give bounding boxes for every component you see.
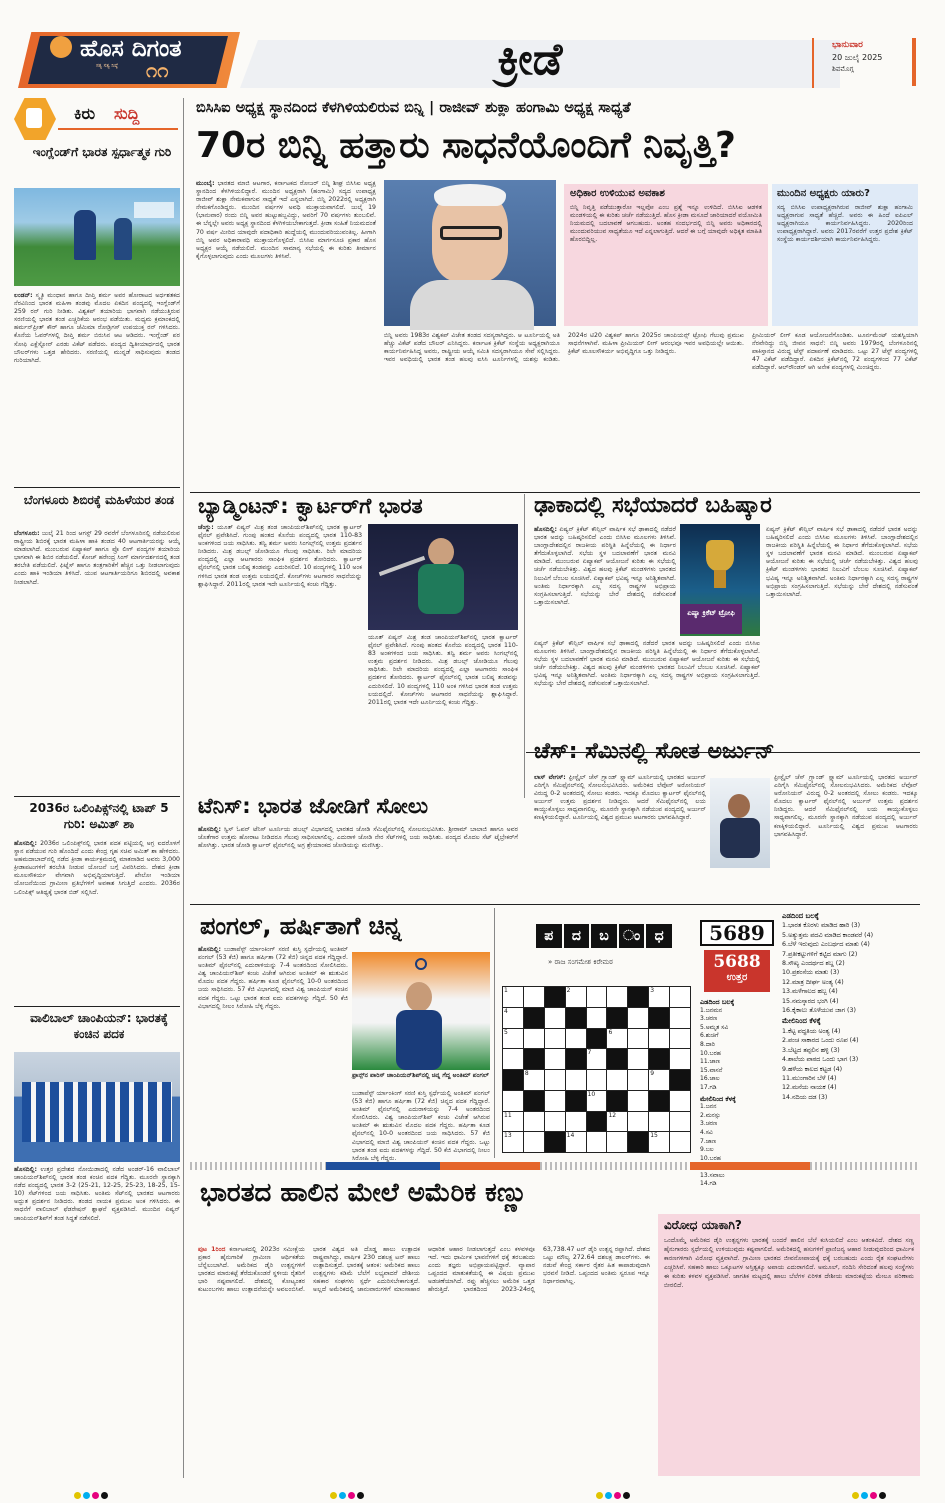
answer-item: 1.ಜನಮನ: [700, 1006, 723, 1014]
page-number: ೧೧: [146, 58, 169, 82]
answer-item: 9.ಬಲ: [700, 1146, 714, 1154]
lead-kicker: ಬಿಸಿಸಿಐ ಅಧ್ಯಕ್ಷ ಸ್ಥಾನದಿಂದ ಕೆಳಗಿಳಿಯಲಿರುವ ಬಿನ್ನಿ | ರಾಜೀವ್ ಶುಕ್ಲಾ ಹಂಗಾಮಿ ಅಧ್ಯಕ್ಷ ಸಾಧ್ಯತೆ: [196, 100, 631, 116]
puzzle-author: » ರಾಜ ಸಂಗಮೇಶ ಕಿರೇಮಠ: [548, 958, 613, 966]
crossword-block: [627, 1131, 649, 1153]
section-title: ಕ್ರೀಡೆ: [497, 34, 563, 85]
crossword-cell[interactable]: [502, 1090, 524, 1112]
column-rule: [524, 494, 525, 798]
crossword-cell[interactable]: [606, 1131, 628, 1153]
clue-item: 4.ಶಾಲೆಯ ಪಾಠದ ಒಂದು ಭಾಗ (3): [782, 1056, 859, 1064]
crossword-block: [669, 1069, 691, 1091]
crossword-block: [606, 1048, 628, 1070]
crossword-cell[interactable]: [648, 1028, 670, 1050]
story4-headline: ವಾಲಿಬಾಲ್ ಚಾಂಪಿಯನ್: ಭಾರತಕ್ಕೆ ಕಂಚಿನ ಪದಕ: [30, 1011, 168, 1041]
crossword-block: [586, 1028, 608, 1050]
crossword-cell[interactable]: [627, 1090, 649, 1112]
crossword-cell[interactable]: 10: [586, 1090, 608, 1112]
clue-item: 10.ಪ್ರಶಂಸೆಯ ಮಾತು (3): [782, 969, 840, 977]
clue-item: 15.ನಮಸ್ಕಾರದ ಭಂಗಿ (4): [782, 997, 839, 1005]
puzzle-letter: ಂ: [619, 924, 645, 948]
story2-body: ಬೆಂಗಳೂರು: ಜುಲೈ 21 ರಿಂದ ಆಗಸ್ಟ್ 29 ರವರೆಗೆ ಬೆಂಗಳೂರಿನಲ್ಲಿ ನಡೆಯಲಿರುವ ರಾಷ್ಟ್ರೀಯ ಶಿಬಿರಕ್ಕೆ ಭಾರತ ಮಹಿಳಾ ಹಾಕಿ ತಂಡದ 40 ಆಟಗಾರ್ತಿಯರನ್ನು ಆಯ್ಕೆ ಮಾಡಲಾಗಿದೆ. ಮುಂಬರುವ ಏಷ್ಯಾಕಪ್ ಹಾಗೂ ಪ್ರೊ ಲೀಗ್ ಪಂದ್ಯಗಳ ತಯಾರಿಯ ಭಾಗವಾಗಿ ಈ ಶಿಬಿರ ನಡೆಯಲಿದೆ. ಕೋಚ್ ಹರೇಂದ್ರ ಸಿಂಗ್ ಮಾರ್ಗದರ್ಶನದಲ್ಲಿ ತಂಡ ತರಬೇತಿ ಪಡೆಯಲಿದೆ. ಫಿಟ್ನೆಸ್ ಹಾಗೂ ತಂತ್ರಗಾರಿಕೆಗೆ ಹೆಚ್ಚಿನ ಒತ್ತು ನೀಡಲಾಗುವುದು ಎಂದು ಹಾಕಿ ಇಂಡಿಯಾ ತಿಳಿಸಿದೆ. ಯುವ ಆಟಗಾರ್ತಿಯರಿಗೂ ಶಿಬಿರದಲ್ಲಿ ಅವಕಾಶ ನೀಡಲಾಗಿದೆ.: [14, 530, 180, 586]
badminton-photo: [368, 524, 518, 630]
crossword-cell[interactable]: 11: [502, 1111, 524, 1133]
crossword-block: [523, 1007, 545, 1029]
answer-item: 8.ದಾರಿ: [700, 1040, 715, 1048]
crossword-cell[interactable]: 2: [565, 986, 587, 1008]
crossword-cell[interactable]: [565, 1111, 587, 1133]
wrestling-body-a: ಹೊಸದಿಲ್ಲಿ: ಬುಡಾಪೆಸ್ಟ್ ರ್ಯಾಂಕಿಂಗ್ ಸರಣಿ ಕುಸ್ತಿ ಸ್ಪರ್ಧೆಯಲ್ಲಿ ಅಂತಿಮ್ ಪಂಗಲ್ (53 ಕೆಜಿ) ಹಾಗೂ ಹರ್ಷಿತಾ (72 ಕೆಜಿ) ಚಿನ್ನದ ಪದಕ ಗೆದ್ದಿದ್ದಾರೆ. ಅಂತಿಮ್ ಫೈನಲ್‌ನಲ್ಲಿ ಎದುರಾಳಿಯನ್ನು 7-4 ಅಂತರದಿಂದ ಸೋಲಿಸಿದರು. ವಿಶ್ವ ಚಾಂಪಿಯನ್‌ಶಿಪ್ ಕಂಚು ವಿಜೇತೆ ಆಗಿರುವ ಅಂತಿಮ್ ಈ ಋತುವಿನ ಮೊದಲ ಪದಕ ಗೆದ್ದರು. ಹರ್ಷಿತಾ ಕೂಡ ಫೈನಲ್‌ನಲ್ಲಿ 10-0 ಅಂತರದಿಂದ ಜಯ ಸಾಧಿಸಿದರು. 57 ಕೆಜಿ ವಿಭಾಗದಲ್ಲಿ ಮಾಜಿ ವಿಶ್ವ ಚಾಂಪಿಯನ್ ಕಂಚಿನ ಪದಕ ಗೆದ್ದರು. ಒಟ್ಟು ಭಾರತ ತಂಡ ಐದು ಪದಕಗಳನ್ನು ಗೆದ್ದಿದೆ. 50 ಕೆಜಿ ವಿಭಾಗದಲ್ಲಿ ನೀಲಂ ಸಿರೋಹಿ ಬೆಳ್ಳಿ ಗೆದ್ದರು.: [198, 946, 348, 1010]
clue-item: 12.ಮಾತ್ರ ದೀರ್ಘ ಅಂತ್ಯ (4): [782, 978, 844, 986]
binny-photo: [384, 180, 556, 326]
crossword-cell[interactable]: [648, 1111, 670, 1133]
crossword-cell[interactable]: [627, 1007, 649, 1029]
clue-item: 11.ಮುಂಗಾರಿನ ಬೆಳೆ (4): [782, 1074, 837, 1082]
story4-body: ಹೊಸದಿಲ್ಲಿ: ಉತ್ತರ ಪ್ರದೇಶದ ನೋಯಿಡಾದಲ್ಲಿ ನಡೆದ ಅಂಡರ್-16 ವಾಲಿಬಾಲ್ ಚಾಂಪಿಯನ್‌ಶಿಪ್‌ನಲ್ಲಿ ಭಾರತ ತಂಡ ಕಂಚಿನ ಪದಕ ಗೆದ್ದಿತು. ಮೂರನೇ ಸ್ಥಾನಕ್ಕಾಗಿ ನಡೆದ ಪಂದ್ಯದಲ್ಲಿ ಭಾರತ 3-2 (25-21, 12-25, 25-23, 18-25, 15-10) ಸೆಟ್‌ಗಳಿಂದ ಜಯ ಸಾಧಿಸಿತು. ಅಂತಿಮ ಸೆಟ್‌ನಲ್ಲಿ ಭಾರತದ ಆಟಗಾರರು ಅದ್ಭುತ ಪ್ರದರ್ಶನ ನೀಡಿದರು. ತಂಡದ ನಾಯಕ ಪ್ರಮುಖ ಅಂಕ ಗಳಿಸಿದರು. ಈ ಸಾಧನೆಗೆ ವಾಲಿಬಾಲ್ ಫೆಡರೇಷನ್ ಶ್ಲಾಘನೆ ವ್ಯಕ್ತಪಡಿಸಿದೆ. ಮುಂದಿನ ಏಷ್ಯನ್ ಚಾಂಪಿಯನ್‌ಶಿಪ್‌ಗೆ ತಂಡ ಸಿದ್ಧತೆ ನಡೆಸಲಿದೆ.: [14, 1166, 180, 1222]
lead-body-4: ಪ್ರೀಮಿಯರ್ ಲೀಗ್ ಕೂಡ ಆಯೋಜನೆಗೊಂಡಿತು. ಟೂರ್ನಮೆಂಟ್ ಯಶಸ್ವಿಯಾಗಿ ನೆರವೇರಿದ್ದು ಬಿನ್ನಿ ಜೀವನ ಸಾಧನೆ: ಬಿನ್ನಿ ಅವರು 1979ರಲ್ಲಿ ಬೆಂಗಳೂರಿನಲ್ಲಿ ಪಾಕಿಸ್ತಾನದ ವಿರುದ್ಧ ಟೆಸ್ಟ್ ಪದಾರ್ಪಣೆ ಮಾಡಿದರು. ಒಟ್ಟು 27 ಟೆಸ್ಟ್ ಪಂದ್ಯಗಳಲ್ಲಿ 47 ವಿಕೆಟ್ ಪಡೆದಿದ್ದಾರೆ. ಏಕದಿನ ಕ್ರಿಕೆಟ್‌ನಲ್ಲಿ 72 ಪಂದ್ಯಗಳಿಂದ 77 ವಿಕೆಟ್ ಪಡೆದಿದ್ದಾರೆ. ಆಲ್‌ರೌಂಡರ್ ಆಗಿ ಅನೇಕ ಪಂದ್ಯಗಳಲ್ಲಿ ಮಿಂಚಿದ್ದರು.: [752, 332, 918, 372]
crossword-block: [586, 1111, 608, 1133]
clues-down-title: ಮೇಲಿನಿಂದ ಕೆಳಕ್ಕೆ: [782, 1017, 821, 1026]
clue-item: 2.ಪಂಚ ಸಾಕಾರದ ಒಂದು ರೂಪ (4): [782, 1037, 859, 1045]
column-rule: [494, 908, 495, 1158]
wrestler-photo: [352, 952, 490, 1070]
crossword-cell[interactable]: 4: [502, 1007, 524, 1029]
chess-body-b: ಫ್ರೀಸ್ಟೈಲ್ ಚೆಸ್ ಗ್ರ್ಯಾಂಡ್ ಸ್ಲ್ಯಾಮ್ ಟೂರ್ನಿಯಲ್ಲಿ ಭಾರತದ ಅರ್ಜುನ್ ಎರಿಗೈಸಿ ಸೆಮಿಫೈನಲ್‌ನಲ್ಲಿ ಸೋಲನುಭವಿಸಿದರು. ಅಮೆರಿಕದ ಲೆವೊನ್ ಅರೋನಿಯನ್ ವಿರುದ್ಧ 0-2 ಅಂತರದಲ್ಲಿ ಸೋಲು ಕಂಡರು. ಇದಕ್ಕೂ ಮೊದಲು ಕ್ವಾರ್ಟರ್ ಫೈನಲ್‌ನಲ್ಲಿ ಅರ್ಜುನ್ ಉತ್ತಮ ಪ್ರದರ್ಶನ ನೀಡಿದ್ದರು. ಆದರೆ ಸೆಮಿಫೈನಲ್‌ನಲ್ಲಿ ಲಯ ಕಾಯ್ದುಕೊಳ್ಳಲು ಸಾಧ್ಯವಾಗಲಿಲ್ಲ. ಮೂರನೇ ಸ್ಥಾನಕ್ಕಾಗಿ ನಡೆಯುವ ಪಂದ್ಯದಲ್ಲಿ ಅರ್ಜುನ್ ಕಣಕ್ಕಿಳಿಯಲಿದ್ದಾರೆ. ಟೂರ್ನಿಯಲ್ಲಿ ವಿಶ್ವದ ಪ್ರಮುಖ ಆಟಗಾರರು ಭಾಗವಹಿಸಿದ್ದಾರೆ.: [774, 774, 918, 838]
prev-answers: [700, 998, 776, 1188]
story1-headline: ಇಂಗ್ಲೆಂಡ್‌ಗೆ ಭಾರತ ಸ್ಪರ್ಧಾತ್ಮಕ ಗುರಿ: [32, 145, 172, 159]
answer-item: 13.ಸವಾಲು: [700, 1171, 725, 1179]
divider: [14, 1006, 180, 1007]
box1-title: ಅಧಿಕಾರ ಉಳಿಯುವ ಅವಕಾಶ: [570, 188, 665, 199]
crossword-cell[interactable]: [586, 1007, 608, 1029]
cricket-photo: [14, 188, 180, 286]
kirusuddi-title-b: ಸುದ್ದಿ: [114, 104, 140, 123]
clue-item: 16.ಕೈಕಾಲು ತೊಳೆಯುವ ಜಾಗ (3): [782, 1007, 856, 1015]
crossword-cell[interactable]: [502, 1048, 524, 1070]
crossword-cell[interactable]: [544, 1007, 566, 1029]
stripe-orange: [440, 1162, 540, 1170]
crossword-block: [606, 1090, 628, 1112]
sidebar-title: ವಿರೋಧ ಯಾಕಾಗಿ?: [664, 1218, 742, 1232]
crossword-block: [523, 1048, 545, 1070]
dhaka-headline: ಢಾಕಾದಲ್ಲಿ ಸಭೆಯಾದರೆ ಬಹಿಷ್ಕಾರ: [534, 493, 772, 518]
crossword-block: [627, 986, 649, 1008]
answer-item: 1.ಜನನ: [700, 1103, 717, 1111]
answer-item: 10.ಬರಹ: [700, 1049, 721, 1057]
crossword-block: [523, 1090, 545, 1112]
answer-item: 6.ಶುಚಿಗೆ: [700, 1032, 719, 1040]
dhaka-body-a: ಹೊಸದಿಲ್ಲಿ: ಏಷ್ಯನ್ ಕ್ರಿಕೆಟ್ ಕೌನ್ಸಿಲ್ ವಾರ್ಷಿಕ ಸಭೆ ಢಾಕಾದಲ್ಲಿ ನಡೆದರೆ ಭಾರತ ಅದನ್ನು ಬಹಿಷ್ಕರಿಸಲಿದೆ ಎಂದು ಬಿಸಿಸಿಐ ಮೂಲಗಳು ತಿಳಿಸಿವೆ. ಬಾಂಗ್ಲಾದೇಶದಲ್ಲಿನ ರಾಜಕೀಯ ಪರಿಸ್ಥಿತಿ ಹಿನ್ನೆಲೆಯಲ್ಲಿ ಈ ನಿರ್ಧಾರ ತೆಗೆದುಕೊಳ್ಳಲಾಗಿದೆ. ಸಭೆಯ ಸ್ಥಳ ಬದಲಾವಣೆಗೆ ಭಾರತ ಮನವಿ ಮಾಡಿದೆ. ಮುಂಬರುವ ಏಷ್ಯಾಕಪ್ ಆಯೋಜನೆ ಕುರಿತು ಈ ಸಭೆಯಲ್ಲಿ ಚರ್ಚೆ ನಡೆಯಬೇಕಿತ್ತು. ವಿಶ್ವದ ಹಲವು ಕ್ರಿಕೆಟ್ ಮಂಡಳಿಗಳು ಭಾರತದ ನಿಲುವಿಗೆ ಬೆಂಬಲ ಸೂಚಿಸಿವೆ. ಏಷ್ಯಾಕಪ್ ಭವಿಷ್ಯ ಇನ್ನೂ ಅನಿಶ್ಚಿತವಾಗಿದೆ. ಅಂತಿಮ ನಿರ್ಧಾರಕ್ಕಾಗಿ ಎಲ್ಲ ಸದಸ್ಯ ರಾಷ್ಟ್ರಗಳ ಅಭಿಪ್ರಾಯ ಸಂಗ್ರಹಿಸಲಾಗುತ್ತಿದೆ. ಸಭೆಯನ್ನು ಬೇರೆ ದೇಶದಲ್ಲಿ ನಡೆಸುವಂತೆ ಒತ್ತಾಯಿಸಲಾಗಿದೆ.: [534, 526, 677, 606]
clue-item: 13.ಮಳೆಗಾಲದ ಹಬ್ಬ (4): [782, 988, 838, 996]
chess-photo: [710, 778, 770, 868]
crossword-cell[interactable]: [669, 1111, 691, 1133]
crossword-cell[interactable]: [565, 1069, 587, 1091]
box2-body: ಸದ್ಯ ಬಿಸಿಸಿಐ ಉಪಾಧ್ಯಕ್ಷರಾಗಿರುವ ರಾಜೀವ್ ಶುಕ್ಲಾ ಹಂಗಾಮಿ ಅಧ್ಯಕ್ಷರಾಗುವ ಸಾಧ್ಯತೆ ಹೆಚ್ಚಿದೆ. ಅವರು ಈ ಹಿಂದೆ ಐಪಿಎಲ್ ಅಧ್ಯಕ್ಷರಾಗಿಯೂ ಕಾರ್ಯನಿರ್ವಹಿಸಿದ್ದರು. 2020ರಿಂದ ಉಪಾಧ್ಯಕ್ಷರಾಗಿದ್ದಾರೆ. ಅವರು 2017ರವರೆಗೆ ಉತ್ತರ ಪ್ರದೇಶ ಕ್ರಿಕೆಟ್ ಸಂಸ್ಥೆಯ ಕಾರ್ಯದರ್ಶಿಯಾಗಿ ಕಾರ್ಯನಿರ್ವಹಿಸಿದ್ದರು.: [777, 204, 913, 244]
divider: [190, 904, 920, 905]
answers-across-title: ಎಡದಿಂದ ಬಲಕ್ಕೆ: [700, 998, 735, 1006]
puzzle-letter: ಬ: [591, 924, 617, 948]
crossword-cell[interactable]: 15: [648, 1131, 670, 1153]
badminton-body-b: ಯೂತ್ ಏಷ್ಯನ್ ಮಿಶ್ರ ತಂಡ ಚಾಂಪಿಯನ್‌ಶಿಪ್‌ನಲ್ಲಿ ಭಾರತ ಕ್ವಾರ್ಟರ್ ಫೈನಲ್ ಪ್ರವೇಶಿಸಿದೆ. ಗುಂಪು ಹಂತದ ಕೊನೆಯ ಪಂದ್ಯದಲ್ಲಿ ಭಾರತ 110-83 ಅಂಕಗಳಿಂದ ಜಯ ಸಾಧಿಸಿತು. ತನ್ವಿ ಶರ್ಮ ಅವರು ಸಿಂಗಲ್ಸ್‌ನಲ್ಲಿ ಉತ್ತಮ ಪ್ರದರ್ಶನ ನೀಡಿದರು. ಮಿಶ್ರ ಡಬಲ್ಸ್ ಜೋಡಿಯೂ ಗೆಲುವು ಸಾಧಿಸಿತು. ರಿಲೇ ಮಾದರಿಯ ಪಂದ್ಯದಲ್ಲಿ ಎಲ್ಲಾ ಆಟಗಾರರು ಸಾಂಘಿಕ ಪ್ರದರ್ಶನ ತೋರಿದರು. ಕ್ವಾರ್ಟರ್ ಫೈನಲ್‌ನಲ್ಲಿ ಭಾರತ ಬಲಿಷ್ಠ ತಂಡವನ್ನು ಎದುರಿಸಲಿದೆ. 10 ಪಂದ್ಯಗಳಲ್ಲಿ 110 ಅಂಕ ಗಳಿಸಿದ ಭಾರತ ತಂಡ ಉತ್ತಮ ಲಯದಲ್ಲಿದೆ. ಕೋಚ್‌ಗಳು ಆಟಗಾರರ ಸಾಧನೆಯನ್ನು ಶ್ಲಾಘಿಸಿದ್ದಾರೆ. 2011ರಲ್ಲಿ ಭಾರತ ಇದೇ ಟೂರ್ನಿಯಲ್ಲಿ ಕಂಚು ಗೆದ್ದಿತ್ತು.: [368, 634, 518, 706]
prev-answer-label: ಉತ್ತರ: [726, 972, 748, 983]
lead-body-1: ಮುಂಬೈ: ಭಾರತದ ಮಾಜಿ ಆಟಗಾರ, ಕರ್ನಾಟಕದ ರೋಜರ್ ಬಿನ್ನಿ ಶೀಘ್ರ ಬಿಸಿಸಿಐ ಅಧ್ಯಕ್ಷ ಸ್ಥಾನದಿಂದ ಕೆಳಗಿಳಿಯಲಿದ್ದಾರೆ. ಮುಂದಿನ ಅಧ್ಯಕ್ಷರಾಗಿ (ಹಂಗಾಮಿ) ಸದ್ಯದ ಉಪಾಧ್ಯಕ್ಷ ರಾಜೀವ್ ಶುಕ್ಲಾ ನೇಮಕವಾಗುವ ಸಾಧ್ಯತೆ ಇದೆ ಎನ್ನಲಾಗಿದೆ. ಬಿನ್ನಿ 2022ರಲ್ಲಿ ಅಧ್ಯಕ್ಷರಾಗಿ ನೇಮಕಗೊಂಡಿದ್ದರು. ಮುಂದಿನ ವರ್ಷಗಳ ಅವಧಿ ಮುಕ್ತಾಯವಾಗಲಿದೆ. ಜುಲೈ 19 (ಭಾನುವಾರ) ರಂದು ಬಿನ್ನಿ ಅವರ ಹುಟ್ಟುಹಬ್ಬವಿದ್ದು, ಅವರಿಗೆ 70 ವರ್ಷಗಳು ತುಂಬಲಿವೆ. ಈ ಬೆನ್ನಲ್ಲೇ ಅವರು ಅಧ್ಯಕ್ಷ ಸ್ಥಾನದಿಂದ ಕೆಳಗಿಳಿಯಬೇಕಾಗುತ್ತದೆ. ಕ್ರೀಡಾ ಸಂಹಿತೆ ನಿಯಮದಂತೆ 70 ವರ್ಷ ಮೀರಿದ ಯಾವುದೇ ಪದಾಧಿಕಾರಿ ಹುದ್ದೆಯಲ್ಲಿ ಮುಂದುವರಿಯುವಂತಿಲ್ಲ. ಹೀಗಾಗಿ ಬಿನ್ನಿ ಅವರ ಅಧಿಕಾರಾವಧಿ ಮುಕ್ತಾಯಗೊಳ್ಳಲಿದೆ. ಬಿಸಿಸಿಐ ಮಾರ್ಗಸೂಚಿ ಪ್ರಕಾರ ಹೊಸ ಅಧ್ಯಕ್ಷರ ಆಯ್ಕೆ ನಡೆಯಲಿದೆ. ಮುಂದಿನ ಸಾಮಾನ್ಯ ಸಭೆಯಲ್ಲಿ ಈ ಕುರಿತು ತೀರ್ಮಾನ ಕೈಗೊಳ್ಳಲಾಗುವುದು ಎಂದು ಮೂಲಗಳು ತಿಳಿಸಿವೆ.: [196, 180, 376, 260]
crossword-cell[interactable]: [544, 1028, 566, 1050]
issue-date: 20 ಜುಲೈ 2025: [832, 53, 883, 62]
print-registration-dots: [330, 1484, 366, 1503]
issue-city: ಶಿವಮೊಗ್ಗ: [832, 65, 854, 73]
puzzle-clues: [782, 912, 920, 1152]
wrestler-caption: ಫ್ರಾನ್ಸ್‌ನ ಪಾರಿಸ್ ಚಾಂಪಿಯನ್‌ಶಿಪ್‌ನಲ್ಲಿ ಚಿನ್ನ ಗೆದ್ದ ಅಂತಿಮ್ ಪಂಗಲ್: [352, 1072, 489, 1079]
crossword-block: [544, 986, 566, 1008]
crossword-cell[interactable]: [669, 986, 691, 1008]
column-rule: [183, 98, 184, 1478]
crossword-cell[interactable]: [669, 1131, 691, 1153]
story2-headline: ಬೆಂಗಳೂರು ಶಿಬಿರಕ್ಕೆ ಮಹಿಳೆಯರ ತಂಡ: [23, 493, 175, 507]
stripe-blue: [326, 1162, 440, 1170]
clue-item: 1.ಕೆಟ್ಟ ಪದ್ಧತಿಯ ಅಂತ್ಯ (4): [782, 1027, 841, 1035]
crossword-block: [565, 1048, 587, 1070]
crossword-grid[interactable]: [502, 986, 690, 1152]
clue-item: 8.ಸೌಖ್ಯ ಎಂದರ್ಥದ ಶಬ್ದ (2): [782, 960, 845, 968]
answer-item: 5.ಅಮೃತ ಸವಿ: [700, 1023, 729, 1031]
crossword-cell[interactable]: [627, 1111, 649, 1133]
logo-text: ಹೊಸ ದಿಗಂತ: [80, 36, 182, 62]
puzzle-letter: ಪ: [536, 924, 562, 948]
crossword-block: [502, 1069, 524, 1091]
crossword-block: [648, 1048, 670, 1070]
answer-item: 16.ಜಾಲ: [700, 1075, 720, 1083]
crossword-cell[interactable]: [586, 986, 608, 1008]
logo-tagline: ಸತ್ಯ ಸತ್ವ ನಿಷ್ಠೆ: [96, 63, 118, 69]
crossword-cell[interactable]: [523, 1131, 545, 1153]
answer-item: 11.ಜಾಣ: [700, 1058, 720, 1066]
lead-body-3: ಬಿನ್ನಿ ಅವರು 1983ರ ವಿಶ್ವಕಪ್ ವಿಜೇತ ತಂಡದ ಸದಸ್ಯರಾಗಿದ್ದರು. ಆ ಟೂರ್ನಿಯಲ್ಲಿ ಅತಿ ಹೆಚ್ಚು ವಿಕೆಟ್ ಪಡೆದ ಬೌಲರ್ ಎನಿಸಿದ್ದರು. ಕರ್ನಾಟಕ ಕ್ರಿಕೆಟ್ ಸಂಸ್ಥೆಯ ಅಧ್ಯಕ್ಷರಾಗಿಯೂ ಕಾರ್ಯನಿರ್ವಹಿಸಿದ್ದ ಅವರು, ರಾಷ್ಟ್ರೀಯ ಆಯ್ಕೆ ಸಮಿತಿ ಸದಸ್ಯರಾಗಿಯೂ ಸೇವೆ ಸಲ್ಲಿಸಿದ್ದರು. ಇವರ ಅವಧಿಯಲ್ಲಿ ಭಾರತ ತಂಡ ಹಲವು ಐಸಿಸಿ ಟೂರ್ನಿಗಳಲ್ಲಿ ಯಶಸ್ಸು ಕಂಡಿತು. 2024ರ ಟಿ20 ವಿಶ್ವಕಪ್ ಹಾಗೂ 2025ರ ಚಾಂಪಿಯನ್ಸ್ ಟ್ರೋಫಿ ಗೆಲುವು ಪ್ರಮುಖ ಸಾಧನೆಗಳಾಗಿವೆ. ಮಹಿಳಾ ಪ್ರೀಮಿಯರ್ ಲೀಗ್ ಆರಂಭವೂ ಇವರ ಅವಧಿಯಲ್ಲೇ ಆಯಿತು. ಕ್ರಿಕೆಟ್ ಮೂಲಸೌಕರ್ಯ ಅಭಿವೃದ್ಧಿಗೂ ಒತ್ತು ನೀಡಿದ್ದರು.: [384, 332, 744, 364]
crossword-cell[interactable]: 1: [502, 986, 524, 1008]
crossword-cell[interactable]: [544, 1069, 566, 1091]
crossword-cell[interactable]: [669, 1048, 691, 1070]
america-headline: ಭಾರತದ ಹಾಲಿನ ಮೇಲೆ ಅಮೆರಿಕ ಕಣ್ಣು: [200, 1178, 528, 1208]
crossword-block: [648, 1007, 670, 1029]
crossword-cell[interactable]: [606, 1069, 628, 1091]
crossword-block: [565, 1090, 587, 1112]
crossword-block: [606, 1007, 628, 1029]
crossword-cell[interactable]: 9: [648, 1069, 670, 1091]
crossword-cell[interactable]: [669, 1090, 691, 1112]
crossword-cell[interactable]: [669, 1007, 691, 1029]
crossword-block: [544, 1131, 566, 1153]
chess-body-a: ಲಾಸ್ ವೇಗಸ್: ಫ್ರೀಸ್ಟೈಲ್ ಚೆಸ್ ಗ್ರ್ಯಾಂಡ್ ಸ್ಲ್ಯಾಮ್ ಟೂರ್ನಿಯಲ್ಲಿ ಭಾರತದ ಅರ್ಜುನ್ ಎರಿಗೈಸಿ ಸೆಮಿಫೈನಲ್‌ನಲ್ಲಿ ಸೋಲನುಭವಿಸಿದರು. ಅಮೆರಿಕದ ಲೆವೊನ್ ಅರೋನಿಯನ್ ವಿರುದ್ಧ 0-2 ಅಂತರದಲ್ಲಿ ಸೋಲು ಕಂಡರು. ಇದಕ್ಕೂ ಮೊದಲು ಕ್ವಾರ್ಟರ್ ಫೈನಲ್‌ನಲ್ಲಿ ಅರ್ಜುನ್ ಉತ್ತಮ ಪ್ರದರ್ಶನ ನೀಡಿದ್ದರು. ಆದರೆ ಸೆಮಿಫೈನಲ್‌ನಲ್ಲಿ ಲಯ ಕಾಯ್ದುಕೊಳ್ಳಲು ಸಾಧ್ಯವಾಗಲಿಲ್ಲ. ಮೂರನೇ ಸ್ಥಾನಕ್ಕಾಗಿ ನಡೆಯುವ ಪಂದ್ಯದಲ್ಲಿ ಅರ್ಜುನ್ ಕಣಕ್ಕಿಳಿಯಲಿದ್ದಾರೆ. ಟೂರ್ನಿಯಲ್ಲಿ ವಿಶ್ವದ ಪ್ರಮುಖ ಆಟಗಾರರು ಭಾಗವಹಿಸಿದ್ದಾರೆ.: [534, 774, 706, 822]
clue-item: 9.ಹಳೆಯ ಕಾಲದ ಕಟ್ಟಡ (4): [782, 1065, 843, 1073]
crossword-cell[interactable]: [523, 1028, 545, 1050]
print-registration-dots: [852, 1484, 888, 1503]
stripe-orange: [690, 1162, 810, 1170]
crossword-cell[interactable]: [544, 1090, 566, 1112]
story3-headline: 2036ರ ಒಲಿಂಪಿಕ್ಸ್‌ನಲ್ಲಿ ಟಾಪ್ 5 ಗುರಿ: ಅಮಿತ್ ಶಾ: [29, 801, 169, 831]
crossword-cell[interactable]: 13: [502, 1131, 524, 1153]
crossword-cell[interactable]: [669, 1028, 691, 1050]
issue-day: ಭಾನುವಾರ: [832, 40, 863, 50]
clue-item: 14.ನದಿಯ ದಡ (3): [782, 1093, 828, 1101]
dhaka-body-c: ಏಷ್ಯನ್ ಕ್ರಿಕೆಟ್ ಕೌನ್ಸಿಲ್ ವಾರ್ಷಿಕ ಸಭೆ ಢಾಕಾದಲ್ಲಿ ನಡೆದರೆ ಭಾರತ ಅದನ್ನು ಬಹಿಷ್ಕರಿಸಲಿದೆ ಎಂದು ಬಿಸಿಸಿಐ ಮೂಲಗಳು ತಿಳಿಸಿವೆ. ಬಾಂಗ್ಲಾದೇಶದಲ್ಲಿನ ರಾಜಕೀಯ ಪರಿಸ್ಥಿತಿ ಹಿನ್ನೆಲೆಯಲ್ಲಿ ಈ ನಿರ್ಧಾರ ತೆಗೆದುಕೊಳ್ಳಲಾಗಿದೆ. ಸಭೆಯ ಸ್ಥಳ ಬದಲಾವಣೆಗೆ ಭಾರತ ಮನವಿ ಮಾಡಿದೆ. ಮುಂಬರುವ ಏಷ್ಯಾಕಪ್ ಆಯೋಜನೆ ಕುರಿತು ಈ ಸಭೆಯಲ್ಲಿ ಚರ್ಚೆ ನಡೆಯಬೇಕಿತ್ತು. ವಿಶ್ವದ ಹಲವು ಕ್ರಿಕೆಟ್ ಮಂಡಳಿಗಳು ಭಾರತದ ನಿಲುವಿಗೆ ಬೆಂಬಲ ಸೂಚಿಸಿವೆ. ಏಷ್ಯಾಕಪ್ ಭವಿಷ್ಯ ಇನ್ನೂ ಅನಿಶ್ಚಿತವಾಗಿದೆ. ಅಂತಿಮ ನಿರ್ಧಾರಕ್ಕಾಗಿ ಎಲ್ಲ ಸದಸ್ಯ ರಾಷ್ಟ್ರಗಳ ಅಭಿಪ್ರಾಯ ಸಂಗ್ರಹಿಸಲಾಗುತ್ತಿದೆ. ಸಭೆಯನ್ನು ಬೇರೆ ದೇಶದಲ್ಲಿ ನಡೆಸುವಂತೆ ಒತ್ತಾಯಿಸಲಾಗಿದೆ.: [534, 640, 760, 688]
divider: [14, 487, 180, 488]
puzzle-letter: ದ: [564, 924, 590, 948]
divider: [14, 796, 180, 797]
puzzle-number: 5689: [700, 920, 774, 946]
story1-body: ಲಂಡನ್: ಸ್ಮೃತಿ ಮಂಧಾನ ಹಾಗೂ ದೀಪ್ತಿ ಶರ್ಮ ಅವರ ಹೋರಾಟದ ಅರ್ಧಶತಕದ ನೆರವಿನಿಂದ ಭಾರತ ಮಹಿಳಾ ತಂಡವು ಮೊದಲ ಏಕದಿನ ಪಂದ್ಯದಲ್ಲಿ ಇಂಗ್ಲೆಂಡ್‌ಗೆ 259 ರನ್ ಗುರಿ ನೀಡಿತು. ವಿಶ್ವಕಪ್ ತಯಾರಿಯ ಭಾಗವಾಗಿ ನಡೆಯುತ್ತಿರುವ ಸರಣಿಯಲ್ಲಿ ಭಾರತ ತಂಡ ಎಚ್ಚರಿಕೆಯ ಆರಂಭ ಪಡೆಯಿತು. ಮಧ್ಯಮ ಕ್ರಮಾಂಕದಲ್ಲಿ ಹರ್ಮನ್‌ಪ್ರೀತ್ ಕೌರ್ ಹಾಗೂ ಜೆಮಿಮಾ ರೋಡ್ರಿಗಸ್ ಉಪಯುಕ್ತ ರನ್ ಗಳಿಸಿದರು. ಕೊನೆಯ ಓವರ್‌ಗಳಲ್ಲಿ ದೀಪ್ತಿ ಶರ್ಮ ಬಿರುಸಿನ ಆಟ ಆಡಿದರು. ಇಂಗ್ಲೆಂಡ್ ಪರ ಸೋಫಿ ಎಕ್ಲೆಸ್ಟೋನ್ ಎರಡು ವಿಕೆಟ್ ಪಡೆದರು. ಪಂದ್ಯದ ದ್ವಿತೀಯಾರ್ಧದಲ್ಲಿ ಭಾರತ ಬೌಲರ್‌ಗಳು ಒತ್ತಡ ಹೇರಿದರು. ಸರಣಿಯಲ್ಲಿ ಮುನ್ನಡೆ ಸಾಧಿಸುವುದು ತಂಡದ ಗುರಿಯಾಗಿದೆ.: [14, 292, 181, 364]
crossword-block: [648, 1090, 670, 1112]
box2-title: ಮುಂದಿನ ಅಧ್ಯಕ್ಷರು ಯಾರು?: [777, 188, 870, 199]
crossword-cell[interactable]: [544, 1111, 566, 1133]
crossword-cell[interactable]: 3: [648, 986, 670, 1008]
story3-body: ಹೊಸದಿಲ್ಲಿ: 2036ರ ಒಲಿಂಪಿಕ್ಸ್‌ನಲ್ಲಿ ಭಾರತ ಪದಕ ಪಟ್ಟಿಯಲ್ಲಿ ಅಗ್ರ ಐದರೊಳಗೆ ಸ್ಥಾನ ಪಡೆಯುವ ಗುರಿ ಹೊಂದಿದೆ ಎಂದು ಕೇಂದ್ರ ಗೃಹ ಸಚಿವ ಅಮಿತ್ ಶಾ ಹೇಳಿದರು. ಅಹಮದಾಬಾದ್‌ನಲ್ಲಿ ನಡೆದ ಕ್ರೀಡಾ ಕಾರ್ಯಕ್ರಮದಲ್ಲಿ ಮಾತನಾಡಿದ ಅವರು 3,000 ಕ್ರೀಡಾಪಟುಗಳಿಗೆ ತರಬೇತಿ ನೀಡುವ ಯೋಜನೆ ಬಗ್ಗೆ ವಿವರಿಸಿದರು. ದೇಶದ ಕ್ರೀಡಾ ಮೂಲಸೌಕರ್ಯ ವೇಗವಾಗಿ ಅಭಿವೃದ್ಧಿಯಾಗುತ್ತಿದೆ. ಖೇಲೋ ಇಂಡಿಯಾ ಯೋಜನೆಯಿಂದ ಗ್ರಾಮೀಣ ಪ್ರತಿಭೆಗಳಿಗೆ ಅವಕಾಶ ಸಿಗುತ್ತಿದೆ ಎಂದರು. 2036ರ ಒಲಿಂಪಿಕ್ಸ್ ಆತಿಥ್ಯಕ್ಕೆ ಭಾರತ ಬಿಡ್ ಸಲ್ಲಿಸಿದೆ.: [14, 840, 180, 896]
crossword-cell[interactable]: 12: [606, 1111, 628, 1133]
crossword-cell[interactable]: [544, 1048, 566, 1070]
box1-body: ಬಿನ್ನಿ ನಿವೃತ್ತಿ ಪಡೆಯುತ್ತಾರೋ ಇಲ್ಲವೋ ಎಂಬ ಪ್ರಶ್ನೆ ಇನ್ನೂ ಉಳಿದಿದೆ. ಬಿಸಿಸಿಐ ಆಡಳಿತ ಮಂಡಳಿಯಲ್ಲಿ ಈ ಕುರಿತು ಚರ್ಚೆ ನಡೆಯುತ್ತಿದೆ. ಹೊಸ ಕ್ರೀಡಾ ಮಸೂದೆ ಜಾರಿಯಾದರೆ ವಯೋಮಿತಿ ನಿಯಮದಲ್ಲಿ ಬದಲಾವಣೆ ಆಗಬಹುದು. ಅಂತಹ ಸಂದರ್ಭದಲ್ಲಿ ಬಿನ್ನಿ ಅವರು ಅಧಿಕಾರದಲ್ಲಿ ಮುಂದುವರಿಯುವ ಸಾಧ್ಯತೆಯೂ ಇದೆ ಎನ್ನಲಾಗುತ್ತಿದೆ. ಆದರೆ ಈ ಬಗ್ಗೆ ಯಾವುದೇ ಅಧಿಕೃತ ಮಾಹಿತಿ ಹೊರಬಿದ್ದಿಲ್ಲ.: [570, 204, 762, 244]
hand-icon: [26, 108, 42, 128]
sidebar-body: ಒಂದೊಮ್ಮೆ ಅಮೆರಿಕದ ಡೈರಿ ಉತ್ಪನ್ನಗಳು ಭಾರತಕ್ಕೆ ಬಂದರೆ ಹಾಲಿನ ಬೆಲೆ ಕುಸಿಯಲಿದೆ ಎಂಬ ಆತಂಕವಿದೆ. ದೇಶದ ಸಣ್ಣ ಹೈನುಗಾರರು ಸ್ಪರ್ಧೆಯಲ್ಲಿ ಉಳಿಯುವುದು ಕಷ್ಟವಾಗಲಿದೆ. ಅಮೆರಿಕದಲ್ಲಿ ಹಸುಗಳಿಗೆ ಪ್ರಾಣಿಜನ್ಯ ಆಹಾರ ನೀಡುವುದರಿಂದ ಧಾರ್ಮಿಕ ಕಾರಣಗಳಿಗಾಗಿ ವಿರೋಧ ವ್ಯಕ್ತವಾಗಿದೆ. ಗ್ರಾಮೀಣ ಭಾರತದ ಜೀವನೋಪಾಯಕ್ಕೆ ಧಕ್ಕೆ ಬರಬಹುದು ಎಂದು ರೈತ ಸಂಘಟನೆಗಳು ಎಚ್ಚರಿಸಿವೆ. ಸಹಕಾರಿ ಹಾಲು ಒಕ್ಕೂಟಗಳ ಅಸ್ತಿತ್ವಕ್ಕೂ ಅಪಾಯ ಎದುರಾಗಲಿದೆ. ಅಮೂಲ್, ನಂದಿನಿ ಸೇರಿದಂತೆ ಹಲವು ಸಂಸ್ಥೆಗಳು ಈ ಕುರಿತು ಕಳವಳ ವ್ಯಕ್ತಪಡಿಸಿವೆ. ಜಾಗತಿಕ ಮಟ್ಟದಲ್ಲಿ ಹಾಲು ಬೆಲೆಗಳ ಏರಿಳಿತ ದೇಶೀಯ ಮಾರುಕಟ್ಟೆಯ ಮೇಲೂ ಪರಿಣಾಮ ಬೀರಲಿದೆ.: [664, 1237, 914, 1289]
wrestling-body-b: ಬುಡಾಪೆಸ್ಟ್ ರ್ಯಾಂಕಿಂಗ್ ಸರಣಿ ಕುಸ್ತಿ ಸ್ಪರ್ಧೆಯಲ್ಲಿ ಅಂತಿಮ್ ಪಂಗಲ್ (53 ಕೆಜಿ) ಹಾಗೂ ಹರ್ಷಿತಾ (72 ಕೆಜಿ) ಚಿನ್ನದ ಪದಕ ಗೆದ್ದಿದ್ದಾರೆ. ಅಂತಿಮ್ ಫೈನಲ್‌ನಲ್ಲಿ ಎದುರಾಳಿಯನ್ನು 7-4 ಅಂತರದಿಂದ ಸೋಲಿಸಿದರು. ವಿಶ್ವ ಚಾಂಪಿಯನ್‌ಶಿಪ್ ಕಂಚು ವಿಜೇತೆ ಆಗಿರುವ ಅಂತಿಮ್ ಈ ಋತುವಿನ ಮೊದಲ ಪದಕ ಗೆದ್ದರು. ಹರ್ಷಿತಾ ಕೂಡ ಫೈನಲ್‌ನಲ್ಲಿ 10-0 ಅಂತರದಿಂದ ಜಯ ಸಾಧಿಸಿದರು. 57 ಕೆಜಿ ವಿಭಾಗದಲ್ಲಿ ಮಾಜಿ ವಿಶ್ವ ಚಾಂಪಿಯನ್ ಕಂಚಿನ ಪದಕ ಗೆದ್ದರು. ಒಟ್ಟು ಭಾರತ ತಂಡ ಐದು ಪದಕಗಳನ್ನು ಗೆದ್ದಿದೆ. 50 ಕೆಜಿ ವಿಭಾಗದಲ್ಲಿ ನೀಲಂ ಸಿರೋಹಿ ಬೆಳ್ಳಿ ಗೆದ್ದರು.: [352, 1090, 490, 1162]
lead-headline: 70ರ ಬಿನ್ನಿ ಹತ್ತಾರು ಸಾಧನೆಯೊಂದಿಗೆ ನಿವೃತ್ತಿ?: [196, 125, 736, 166]
kirusuddi-underline: [58, 128, 178, 130]
kirusuddi-title-a: ಕಿರು: [74, 104, 96, 123]
badminton-headline: ಬ್ಯಾಡ್ಮಿಂಟನ್: ಕ್ವಾರ್ಟರ್‌ಗೆ ಭಾರತ: [198, 494, 423, 518]
tennis-body: ಹೊಸದಿಲ್ಲಿ: ಸ್ವಿಸ್ ಓಪನ್ ಟೆನಿಸ್ ಟೂರ್ನಿಯ ಡಬಲ್ಸ್ ವಿಭಾಗದಲ್ಲಿ ಭಾರತದ ಜೋಡಿ ಸೆಮಿಫೈನಲ್‌ನಲ್ಲಿ ಸೋಲನುಭವಿಸಿತು. ಶ್ರೀರಾಮ್ ಬಾಲಾಜಿ ಹಾಗೂ ಅವರ ಜೊತೆಗಾರ ಉತ್ತಮ ಹೋರಾಟ ನೀಡಿದರೂ ಗೆಲುವು ಸಾಧಿಸಲಾಗಲಿಲ್ಲ. ಎದುರಾಳಿ ಜೋಡಿ ನೇರ ಸೆಟ್‌ಗಳಲ್ಲಿ ಜಯ ಸಾಧಿಸಿತು. ಪಂದ್ಯದ ಮೊದಲ ಸೆಟ್ ಟೈಬ್ರೇಕರ್‌ಗೆ ಹೋಗಿತ್ತು. ಭಾರತ ಜೋಡಿ ಕ್ವಾರ್ಟರ್ ಫೈನಲ್‌ನಲ್ಲಿ ಅಗ್ರ ಶ್ರೇಯಾಂಕದ ಜೋಡಿಯನ್ನು ಮಣಿಸಿತ್ತು.: [198, 826, 519, 850]
puzzle-title: [536, 924, 672, 948]
answers-down-title: ಮೇಲಿನಿಂದ ಕೆಳಕ್ಕೆ: [700, 1094, 736, 1103]
crossword-cell[interactable]: [565, 1028, 587, 1050]
crossword-cell[interactable]: [586, 1131, 608, 1153]
answer-item: 3.ಚರಣ: [700, 1120, 718, 1128]
clue-item: 1.ಭಾರತ ಕೊರಳು ಮಾಡಿದ ಹಾರಿ (3): [782, 922, 861, 930]
trophy-caption: ಏಷ್ಯಾ ಕ್ರಿಕೆಟ್ ಟ್ರೋಫಿ: [687, 609, 735, 617]
crossword-cell[interactable]: [523, 986, 545, 1008]
crossword-cell[interactable]: [627, 1028, 649, 1050]
answer-item: 14.ಗಡಿ: [700, 1180, 717, 1188]
puzzle-letter: ಧ: [646, 924, 672, 948]
print-registration-dots: [596, 1484, 632, 1503]
crossword-cell[interactable]: 14: [565, 1131, 587, 1153]
answer-item: 15.ವಾಸನೆ: [700, 1066, 723, 1074]
answer-item: 10.ಬರಹ: [700, 1154, 721, 1162]
crossword-cell[interactable]: [606, 986, 628, 1008]
clue-item: 3.ಬೆಟ್ಟದ ತಪ್ಪಲಿನ ಹಳ್ಳಿ (3): [782, 1046, 840, 1054]
masthead-divider: [812, 38, 814, 88]
crossword-cell[interactable]: [627, 1069, 649, 1091]
crossword-cell[interactable]: 6: [606, 1028, 628, 1050]
clues-across-title: ಎಡದಿಂದ ಬಲಕ್ಕೆ: [782, 912, 819, 920]
volleyball-team-photo: [14, 1052, 180, 1162]
prev-puzzle-number: 5688: [713, 952, 761, 972]
chess-headline: ಚೆಸ್: ಸೆಮಿನಲ್ಲಿ ಸೋತ ಅರ್ಜುನ್: [534, 739, 775, 764]
crossword-cell[interactable]: [523, 1111, 545, 1133]
crossword-cell[interactable]: 8: [523, 1069, 545, 1091]
crossword-cell[interactable]: 7: [586, 1048, 608, 1070]
answer-item: 3.ಚರಣ: [700, 1015, 718, 1023]
badminton-body-a: ಚೆಂಗ್ಡು: ಯೂತ್ ಏಷ್ಯನ್ ಮಿಶ್ರ ತಂಡ ಚಾಂಪಿಯನ್‌ಶಿಪ್‌ನಲ್ಲಿ ಭಾರತ ಕ್ವಾರ್ಟರ್ ಫೈನಲ್ ಪ್ರವೇಶಿಸಿದೆ. ಗುಂಪು ಹಂತದ ಕೊನೆಯ ಪಂದ್ಯದಲ್ಲಿ ಭಾರತ 110-83 ಅಂಕಗಳಿಂದ ಜಯ ಸಾಧಿಸಿತು. ತನ್ವಿ ಶರ್ಮ ಅವರು ಸಿಂಗಲ್ಸ್‌ನಲ್ಲಿ ಉತ್ತಮ ಪ್ರದರ್ಶನ ನೀಡಿದರು. ಮಿಶ್ರ ಡಬಲ್ಸ್ ಜೋಡಿಯೂ ಗೆಲುವು ಸಾಧಿಸಿತು. ರಿಲೇ ಮಾದರಿಯ ಪಂದ್ಯದಲ್ಲಿ ಎಲ್ಲಾ ಆಟಗಾರರು ಸಾಂಘಿಕ ಪ್ರದರ್ಶನ ತೋರಿದರು. ಕ್ವಾರ್ಟರ್ ಫೈನಲ್‌ನಲ್ಲಿ ಭಾರತ ಬಲಿಷ್ಠ ತಂಡವನ್ನು ಎದುರಿಸಲಿದೆ. 10 ಪಂದ್ಯಗಳಲ್ಲಿ 110 ಅಂಕ ಗಳಿಸಿದ ಭಾರತ ತಂಡ ಉತ್ತಮ ಲಯದಲ್ಲಿದೆ. ಕೋಚ್‌ಗಳು ಆಟಗಾರರ ಸಾಧನೆಯನ್ನು ಶ್ಲಾಘಿಸಿದ್ದಾರೆ. 2011ರಲ್ಲಿ ಭಾರತ ಇದೇ ಟೂರ್ನಿಯಲ್ಲಿ ಕಂಚು ಗೆದ್ದಿತ್ತು.: [198, 524, 362, 588]
crossword-block: [565, 1007, 587, 1029]
clue-item: 12.ಮನೆಯ ನಾಯಕ (4): [782, 1084, 837, 1092]
answer-item: 7.ಜಾಣ: [700, 1137, 717, 1145]
crossword-cell[interactable]: [627, 1048, 649, 1070]
answer-item: 2.ಮನಸ್ಸು: [700, 1111, 721, 1119]
tennis-headline: ಟೆನಿಸ್: ಭಾರತ ಜೋಡಿಗೆ ಸೋಲು: [198, 794, 429, 818]
logo-emblem-icon: [50, 36, 72, 58]
crossword-cell[interactable]: 5: [502, 1028, 524, 1050]
wrestling-headline: ಪಂಗಲ್, ಹರ್ಷಿತಾಗೆ ಚಿನ್ನ: [200, 912, 402, 940]
clue-item: 5.ಅತ್ಯುತ್ತಮ ಪದವಿ ಮಾಡಿದ ಕಾಂಡವರೆ (4): [782, 931, 874, 939]
dhaka-body-b: ಏಷ್ಯನ್ ಕ್ರಿಕೆಟ್ ಕೌನ್ಸಿಲ್ ವಾರ್ಷಿಕ ಸಭೆ ಢಾಕಾದಲ್ಲಿ ನಡೆದರೆ ಭಾರತ ಅದನ್ನು ಬಹಿಷ್ಕರಿಸಲಿದೆ ಎಂದು ಬಿಸಿಸಿಐ ಮೂಲಗಳು ತಿಳಿಸಿವೆ. ಬಾಂಗ್ಲಾದೇಶದಲ್ಲಿನ ರಾಜಕೀಯ ಪರಿಸ್ಥಿತಿ ಹಿನ್ನೆಲೆಯಲ್ಲಿ ಈ ನಿರ್ಧಾರ ತೆಗೆದುಕೊಳ್ಳಲಾಗಿದೆ. ಸಭೆಯ ಸ್ಥಳ ಬದಲಾವಣೆಗೆ ಭಾರತ ಮನವಿ ಮಾಡಿದೆ. ಮುಂಬರುವ ಏಷ್ಯಾಕಪ್ ಆಯೋಜನೆ ಕುರಿತು ಈ ಸಭೆಯಲ್ಲಿ ಚರ್ಚೆ ನಡೆಯಬೇಕಿತ್ತು. ವಿಶ್ವದ ಹಲವು ಕ್ರಿಕೆಟ್ ಮಂಡಳಿಗಳು ಭಾರತದ ನಿಲುವಿಗೆ ಬೆಂಬಲ ಸೂಚಿಸಿವೆ. ಏಷ್ಯಾಕಪ್ ಭವಿಷ್ಯ ಇನ್ನೂ ಅನಿಶ್ಚಿತವಾಗಿದೆ. ಅಂತಿಮ ನಿರ್ಧಾರಕ್ಕಾಗಿ ಎಲ್ಲ ಸದಸ್ಯ ರಾಷ್ಟ್ರಗಳ ಅಭಿಪ್ರಾಯ ಸಂಗ್ರಹಿಸಲಾಗುತ್ತಿದೆ. ಸಭೆಯನ್ನು ಬೇರೆ ದೇಶದಲ್ಲಿ ನಡೆಸುವಂತೆ ಒತ್ತಾಯಿಸಲಾಗಿದೆ.: [766, 526, 918, 598]
answer-item: 17.ಗಡಿ: [700, 1083, 717, 1091]
print-registration-dots: [74, 1484, 110, 1503]
clue-item: 7.ಪ್ರತೀಕಟ್ಟುಗಳಿಗೆ ಕಟ್ಟಿದ ಮಾಗು (2): [782, 950, 858, 958]
masthead-edge-bar: [912, 38, 916, 86]
clue-item: 6.ಬೆಳೆ ಇರುವುದು ಎಂಬರ್ಥದ ಮಾತು (4): [782, 941, 870, 949]
answer-item: 4.ಸವಿ: [700, 1128, 713, 1136]
crossword-cell[interactable]: [586, 1069, 608, 1091]
america-body: ಪುಟ 1ರಿಂದ ಕರ್ನಾಟಕದಲ್ಲಿ 2023ರ ಸಮೀಕ್ಷೆಯ ಪ್ರಕಾರ ಹೈನುಗಾರಿಕೆ ಗ್ರಾಮೀಣ ಆರ್ಥಿಕತೆಯ ಬೆನ್ನೆಲುಬಾಗಿದೆ. ಅಮೆರಿಕದ ಡೈರಿ ಉತ್ಪನ್ನಗಳಿಗೆ ಭಾರತದ ಮಾರುಕಟ್ಟೆ ತೆರೆದುಕೊಂಡರೆ ಸ್ಥಳೀಯ ರೈತರಿಗೆ ಭಾರಿ ನಷ್ಟವಾಗಲಿದೆ. ದೇಶದಲ್ಲಿ ಕೋಟ್ಯಂತರ ಕುಟುಂಬಗಳು ಹಾಲು ಉತ್ಪಾದನೆಯನ್ನೇ ಅವಲಂಬಿಸಿವೆ. ಭಾರತ ವಿಶ್ವದ ಅತಿ ದೊಡ್ಡ ಹಾಲು ಉತ್ಪಾದಕ ರಾಷ್ಟ್ರವಾಗಿದ್ದು, ವಾರ್ಷಿಕ 230 ದಶಲಕ್ಷ ಟನ್ ಹಾಲು ಉತ್ಪಾದಿಸುತ್ತದೆ. ಭಾರತಕ್ಕೆ ಆತಂಕ: ಅಮೆರಿಕದ ಹಾಲು ಉತ್ಪನ್ನಗಳು ಕಡಿಮೆ ಬೆಲೆಗೆ ಲಭ್ಯವಾದರೆ ದೇಶೀಯ ಸಹಕಾರ ಸಂಘಗಳು ಸ್ಪರ್ಧೆ ಎದುರಿಸಬೇಕಾಗುತ್ತದೆ. ಅಲ್ಲದೆ ಅಮೆರಿಕದಲ್ಲಿ ಜಾನುವಾರುಗಳಿಗೆ ಮಾಂಸಾಹಾರ ಆಧಾರಿತ ಆಹಾರ ನೀಡಲಾಗುತ್ತದೆ ಎಂಬ ಕಳವಳವೂ ಇದೆ. ಇದು ಧಾರ್ಮಿಕ ಭಾವನೆಗಳಿಗೆ ಧಕ್ಕೆ ತರಬಹುದು ಎಂದು ತಜ್ಞರು ಅಭಿಪ್ರಾಯಪಟ್ಟಿದ್ದಾರೆ. ವ್ಯಾಪಾರ ಒಪ್ಪಂದದ ಮಾತುಕತೆಯಲ್ಲಿ ಈ ವಿಷಯ ಪ್ರಮುಖ ಅಡಚಣೆಯಾಗಿದೆ. ರಫ್ತು ಹೆಚ್ಚಿಸಲು ಅಮೆರಿಕ ಒತ್ತಡ ಹೇರುತ್ತಿದೆ. ಭಾರತದಿಂದ 2023-24ರಲ್ಲಿ 63,738.47 ಟನ್ ಡೈರಿ ಉತ್ಪನ್ನ ರಫ್ತಾಗಿದೆ. ದೇಶದ ಒಟ್ಟು ಮೌಲ್ಯ 272.64 ದಶಲಕ್ಷ ಡಾಲರ್‌ಗಳು. ಈ ನಡುವೆ ಕೇಂದ್ರ ಸರ್ಕಾರ ರೈತರ ಹಿತ ಕಾಪಾಡುವುದಾಗಿ ಭರವಸೆ ನೀಡಿದೆ. ಒಪ್ಪಂದದ ಅಂತಿಮ ಸ್ವರೂಪ ಇನ್ನೂ ನಿರ್ಧಾರವಾಗಿಲ್ಲ.: [198, 1246, 650, 1294]
section-stripe: [190, 1162, 920, 1170]
